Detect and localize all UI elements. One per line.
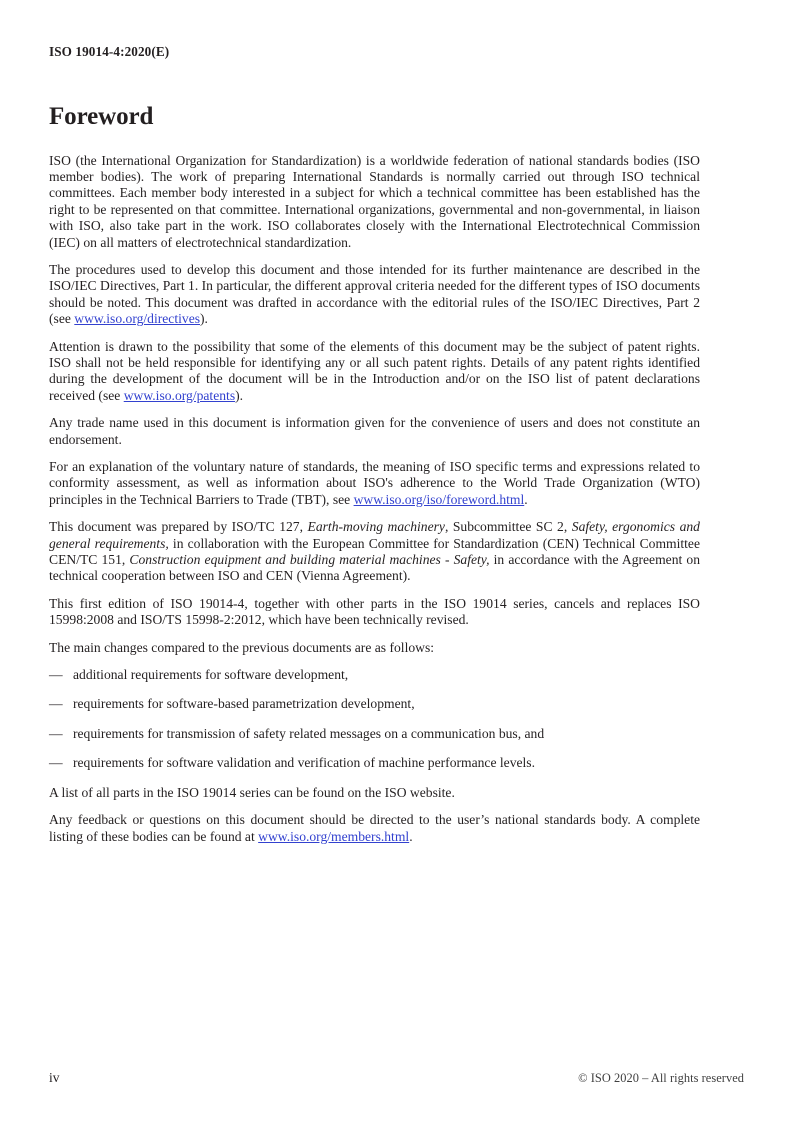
list-item-label: requirements for software-based parametrization development, bbox=[73, 696, 415, 712]
paragraph-feedback bbox=[49, 812, 700, 845]
paragraph-text-tail: in accordance with the Agreement on technical cooperation between ISO and CEN (Vienna Agreement). bbox=[49, 552, 700, 584]
link-iso-patents[interactable]: www.iso.org/patents bbox=[123, 387, 236, 403]
paragraph-text: The main changes compared to the previous documents are as follows: bbox=[49, 639, 435, 655]
list-item bbox=[49, 755, 700, 771]
page-content bbox=[49, 103, 700, 856]
dash-bullet-icon: — bbox=[49, 725, 63, 741]
page-number: iv bbox=[49, 1070, 60, 1085]
paragraph-committee-preparation bbox=[49, 519, 700, 585]
paragraph-text: Any feedback or questions on this document should be directed to the user’s national standards body. A complete listing of these bodies can be found at bbox=[49, 812, 700, 844]
paragraph-text: The procedures used to develop this document and those intended for its further maintenance are described in the ISO/IEC Directives, Part 1. In particular, the different approval criteria needed for the different types of ISO documents should be noted. This document was drafted in accordance with the editorial rules of the ISO/IEC Directives, Part 2 (see bbox=[49, 261, 700, 327]
link-iso-members[interactable]: www.iso.org/members.html bbox=[258, 828, 410, 844]
paragraph-text: For an explanation of the voluntary nature of standards, the meaning of ISO specific terms and expressions related to conformity assessment, as well as information about ISO's adherence to the World Trade Organization (WTO) principles in the Technical Barriers to Trade (TBT), see bbox=[49, 459, 700, 507]
paragraph-text: Attention is drawn to the possibility that some of the elements of this document may be the subject of patent rights. ISO shall not be held responsible for identifying any or all such patent rights. Details of any patent rights identified during the development of the document will be in the Introduction and/or on the ISO list of patent declarations received (see bbox=[49, 338, 700, 403]
paragraph-text: Any trade name used in this document is information given for the convenience of users and does not constitute an endorsement. bbox=[49, 415, 700, 447]
link-iso-directives[interactable]: www.iso.org/directives bbox=[74, 311, 201, 327]
paragraph-text: A list of all parts in the ISO 19014 series can be found on the ISO website. bbox=[49, 784, 455, 800]
paragraph-text-tail: . bbox=[409, 828, 413, 844]
paragraph-text: This first edition of ISO 19014-4, together with other parts in the ISO 19014 series, cancels and replaces ISO 15998:2008 and ISO/TS 15998-2:2012, which have been technically revised. bbox=[49, 595, 700, 628]
paragraph-text: in collaboration with the European Committee for Standardization (CEN) Technical Committee CEN/TC 151, bbox=[49, 535, 700, 568]
subcommittee-title-sc2: Safety, ergonomics and general requirements, bbox=[49, 519, 700, 551]
paragraph-all-parts bbox=[49, 785, 700, 801]
paragraph-text-tail: . bbox=[524, 491, 528, 507]
paragraph-trade-name bbox=[49, 415, 700, 448]
paragraph-text: , Subcommittee SC 2, bbox=[444, 519, 572, 535]
paragraph-procedures bbox=[49, 262, 700, 328]
paragraph-iso-intro bbox=[49, 153, 700, 251]
paragraph-text-tail: ). bbox=[235, 387, 244, 403]
paragraph-voluntary-nature bbox=[49, 459, 700, 508]
page-footer bbox=[49, 1070, 744, 1086]
link-iso-foreword[interactable]: www.iso.org/iso/foreword.html bbox=[353, 491, 525, 507]
paragraph-main-changes-intro bbox=[49, 640, 700, 656]
change-list bbox=[49, 667, 700, 772]
dash-bullet-icon: — bbox=[49, 755, 63, 771]
list-item-label: requirements for transmission of safety related messages on a communication bus, and bbox=[73, 725, 545, 741]
list-item bbox=[49, 726, 700, 742]
paragraph-text: ISO (the International Organization for Standardization) is a worldwide federation of national standards bodies (ISO member bodies). The work of preparing International Standards is normally carried out through ISO technical committees. Each member body interested in a subject for which a technical committee has been established has the right to be represented on that committee. International organizations, governmental and non-governmental, in liaison with ISO, also take part in the work. ISO collaborates closely with the International Electrotechnical Commission (IEC) on all matters of electrotechnical standardization. bbox=[49, 152, 700, 250]
list-item-label: requirements for software validation and verification of machine performance levels. bbox=[73, 755, 535, 771]
page-title: Foreword bbox=[49, 103, 154, 130]
paragraph-text-tail: ). bbox=[200, 311, 208, 327]
list-item-label: additional requirements for software development, bbox=[73, 667, 349, 683]
paragraph-patent-rights bbox=[49, 339, 700, 405]
paragraph-text: This document was prepared by ISO/TC 127, bbox=[49, 519, 308, 535]
committee-title-cen-tc151: Construction equipment and building material machines - Safety, bbox=[129, 552, 490, 568]
list-item bbox=[49, 696, 700, 712]
list-item bbox=[49, 667, 700, 683]
committee-title-tc127: Earth-moving machinery bbox=[307, 519, 445, 535]
dash-bullet-icon: — bbox=[49, 667, 63, 683]
dash-bullet-icon: — bbox=[49, 696, 63, 712]
running-head: ISO 19014-4:2020(E) bbox=[49, 44, 170, 59]
paragraph-first-edition bbox=[49, 596, 700, 629]
copyright-notice: © ISO 2020 – All rights reserved bbox=[578, 1071, 744, 1085]
